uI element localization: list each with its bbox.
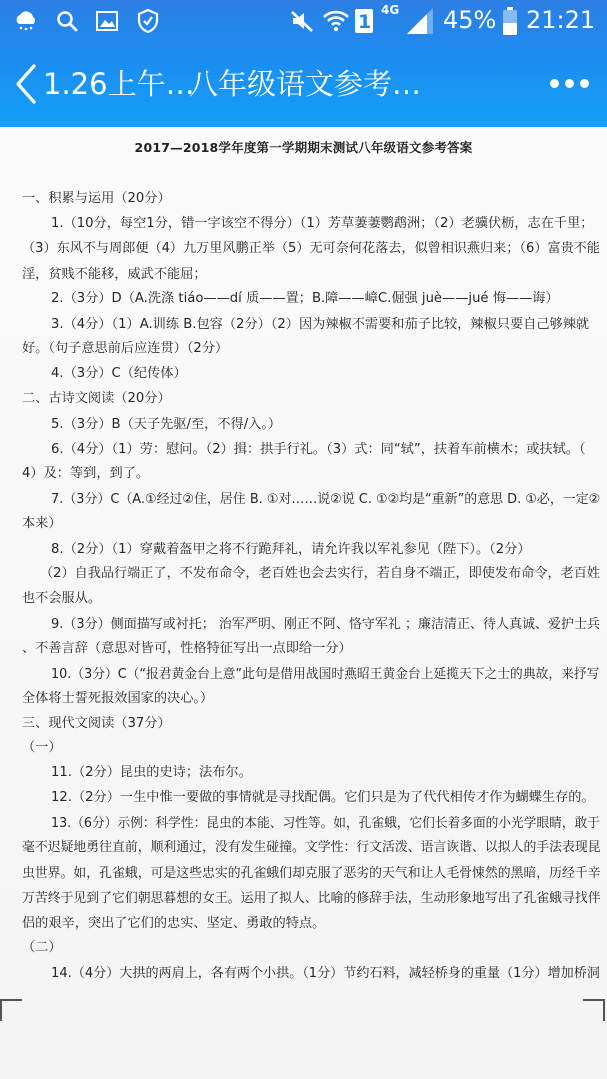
more-dot-icon <box>550 79 559 88</box>
network-type-label: 4G <box>381 3 400 17</box>
document-line: 万苦终于见到了它们朝思暮想的女王。运用了拟人、比喻的修辞手法，生动形象地写出了孔雀蛾寻找伴 <box>22 891 601 906</box>
document-line: （一） <box>22 740 62 755</box>
document-line: （二） <box>22 940 62 955</box>
more-dot-icon <box>565 79 574 88</box>
back-button[interactable] <box>8 60 44 108</box>
document-line: 4）及：等到，到了。 <box>22 466 150 481</box>
document-line: 10.（3分）C（“报君黄金台上意”此句是借用战国时燕昭王黄金台上延揽天下之士的典故，来抒写 <box>51 667 600 682</box>
document-line: 也不会服从。 <box>22 591 102 606</box>
mute-icon <box>288 8 316 34</box>
document-line: 全体将士誓死报效国家的决心。） <box>22 691 214 706</box>
document-line: 12.（2分）一生中惟一要做的事情就是寻找配偶。它们只是为了代代相传才作为蝴蝶生存的。 <box>51 790 595 805</box>
document-line: 9.（3分）侧面描写或衬托； 治军严明、刚正不阿、恪守军礼 ；廉洁清正、待人真诚、爱护士兵 <box>51 617 601 632</box>
document-line: 虫世界。如，孔雀蛾，可是这些忠实的孔雀蛾们却克服了恶劣的天气和让人毛骨悚然的黑暗，历经千辛 <box>22 866 601 881</box>
document-title: 2017—2018学年度第一学期期末测试八年级语文参考答案 <box>134 140 473 155</box>
document-line: 、不善言辞（意思对皆可，性格特征写出一点即给一分） <box>22 641 352 656</box>
clock: 21:21 <box>526 6 596 34</box>
battery-percent: 45% <box>443 6 497 34</box>
document-line: 5.（3分）B（天子先驱/至，不得/入。） <box>51 417 282 432</box>
signal-icon <box>405 8 435 34</box>
more-options-button[interactable] <box>547 72 597 96</box>
document-line: 13.（6分）示例：科学性：昆虫的本能、习性等。如，孔雀蛾，它们长着多面的小光学眼睛，敢于 <box>51 816 600 831</box>
shield-icon <box>135 8 161 34</box>
document-line: 好。（句子意思前后应连贯）（2分） <box>22 341 229 356</box>
sim-slot-label: 1 <box>358 11 372 33</box>
document-line: 一、积累与运用（20分） <box>22 191 171 206</box>
document-line: 2.（3分）D（A.洗涤 tiáo——dí 质——置；B.障——嶂C.倔强 juè——jué 悔——诲） <box>51 291 559 306</box>
document-line: （2）自我品行端正了，不发布命令，老百姓也会去实行，若自身不端正，即使发布命令，老百姓 <box>40 566 601 581</box>
search-icon <box>54 8 80 34</box>
document-line: 1.（10分，每空1分，错一字该空不得分）（1）芳草萋萋鹦鹉洲；（2）老骥伏枥，志在千里； <box>51 216 594 231</box>
document-line: 14.（4分）大拱的两肩上，各有两个小拱。（1分）节约石料，减轻桥身的重量（1分）增加桥洞 <box>51 966 600 981</box>
page-corner-right <box>583 999 605 1021</box>
gallery-icon <box>94 8 120 34</box>
document-line: 二、古诗文阅读（20分） <box>22 391 171 406</box>
document-line: 8.（2分）（1）穿戴着盔甲之将不行跪拜礼，请允许我以军礼参见（陛下）。（2分） <box>51 542 531 557</box>
document-line: 侣的艰辛，突出了它们的忠实、坚定、勇敢的特点。 <box>22 916 326 931</box>
cloud-icon <box>12 8 40 34</box>
chat-title: 1.26上午… <box>43 67 195 101</box>
top-bar <box>0 0 607 127</box>
document-line: 三、现代文阅读（37分） <box>22 716 171 731</box>
battery-icon <box>501 8 519 34</box>
back-arrow-icon <box>8 60 44 108</box>
document-line: （3）东风不与周郎便（4）九万里风鹏正举（5）无可奈何花落去，似曾相识燕归来；（6）富贵不能 <box>22 241 600 256</box>
document-line: 7.（3分）C（A.①经过②住，居住 B. ①对……说②说 C. ①②均是“重新”的意思 D. ①必，一定② <box>51 492 601 507</box>
status-bar <box>0 0 607 42</box>
file-title: 八年级语文参考… <box>189 67 422 101</box>
document-line: 淫，贫贱不能移，威武不能屈； <box>22 267 207 282</box>
document-line: 11.（2分）昆虫的史诗；法布尔。 <box>51 765 252 780</box>
document-line: 4.（3分）C（纪传体） <box>51 366 187 381</box>
document-preview[interactable] <box>0 127 607 1079</box>
document-line: 毫不迟疑地勇往直前，顺利通过，没有发生碰撞。文学性：行文活泼、语言诙谐、以拟人的手法表现昆 <box>22 840 601 855</box>
document-line: 6.（4分）（1）劳：慰问。（2）揖：拱手行礼。（3）式：同“轼”，扶着车前横木；或扶轼。（ <box>51 442 586 457</box>
page-corner-left <box>0 999 22 1021</box>
wifi-icon <box>322 8 350 34</box>
document-line: 3.（4分）（1）A.训练 B.包容（2分）（2）因为辣椒不需要和茄子比较，辣椒只要自己够辣就 <box>51 317 590 332</box>
app-bar <box>0 44 607 126</box>
more-dot-icon <box>580 79 589 88</box>
document-line: 本来） <box>22 516 62 531</box>
